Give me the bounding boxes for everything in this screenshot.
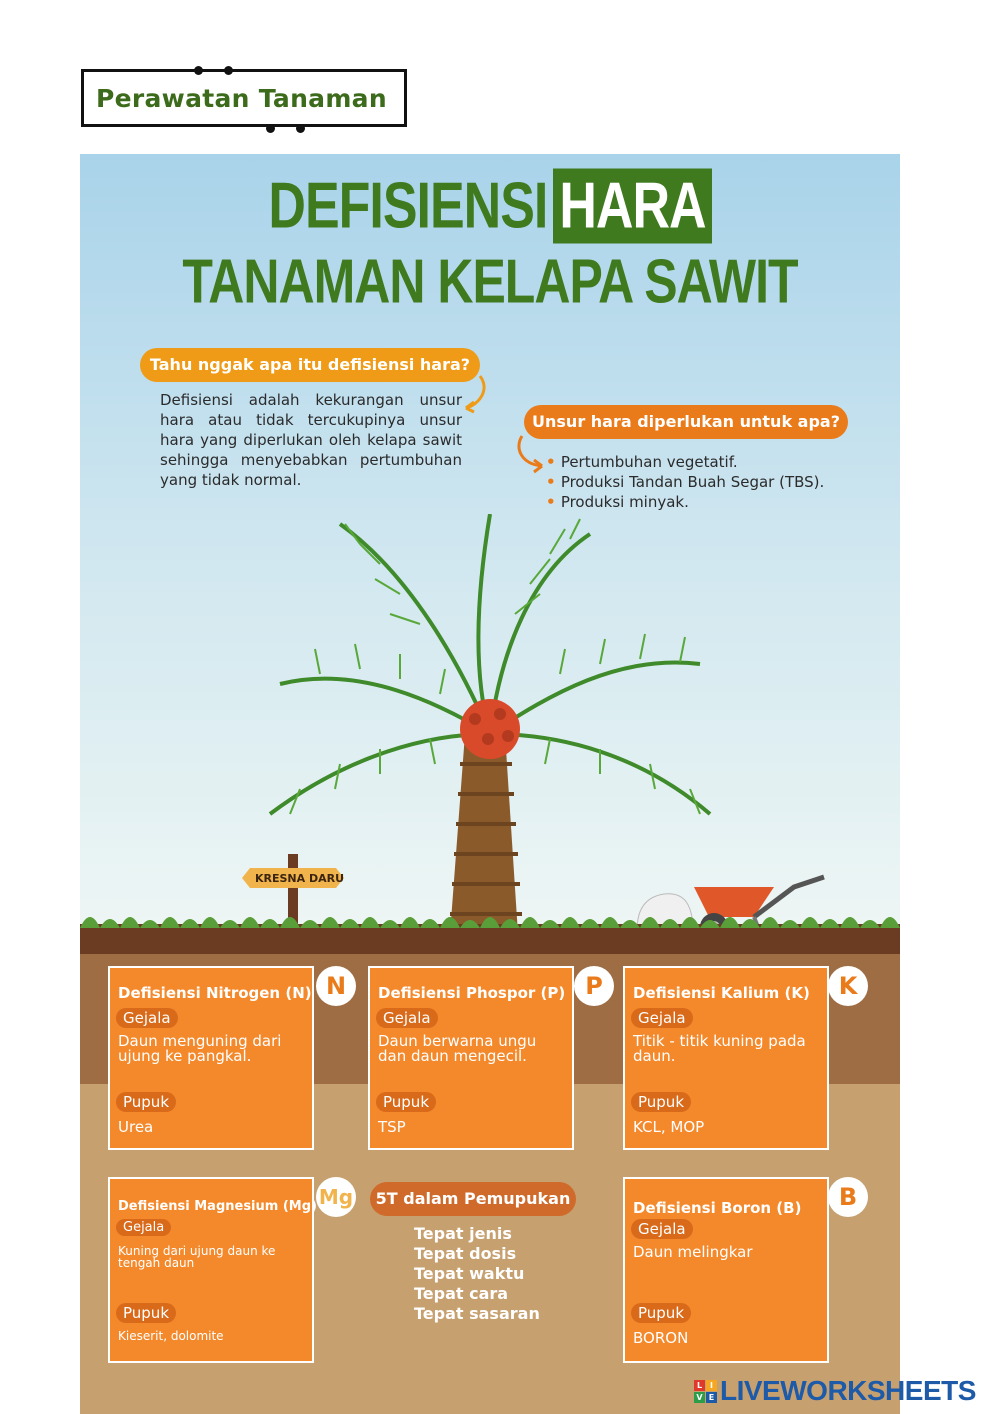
curved-arrow-icon <box>460 374 490 414</box>
symptom-label: Gejala <box>376 1008 438 1028</box>
fertilizer-label: Pupuk <box>116 1092 176 1112</box>
five-t-list <box>414 1224 540 1324</box>
fertilizer-text: BORON <box>633 1329 689 1347</box>
fertilizer-label: Pupuk <box>116 1303 176 1323</box>
symptom-label: Gejala <box>116 1219 171 1236</box>
question-pill-definition: Tahu nggak apa itu defisiensi hara? <box>140 348 480 382</box>
symbol-badge-k: K <box>828 966 868 1006</box>
card-magnesium <box>108 1177 317 1363</box>
card-title: Defisiensi Boron (B) <box>633 1199 802 1217</box>
symbol-badge-mg: Mg <box>316 1177 356 1217</box>
list-item: • Pertumbuhan vegetatif. <box>546 452 824 472</box>
title-text: DEFISIENSI <box>268 169 548 243</box>
symbol-badge-n: N <box>316 966 356 1006</box>
header-dot <box>224 66 233 75</box>
symbol-badge-p: P <box>574 966 614 1006</box>
grass-illustration <box>80 906 900 928</box>
ground-top <box>80 924 900 954</box>
logo-letter: E <box>706 1392 717 1403</box>
card-kalium <box>623 966 829 1150</box>
fertilizer-text: KCL, MOP <box>633 1118 705 1136</box>
curved-arrow-icon <box>516 434 548 474</box>
list-item: • Produksi Tandan Buah Segar (TBS). <box>546 472 824 492</box>
signpost-label: KRESNA DARU <box>255 872 345 885</box>
header-dot <box>296 124 305 133</box>
logo-letter: L <box>694 1380 705 1391</box>
fertilizer-label: Pupuk <box>376 1092 436 1112</box>
symptom-text: Daun melingkar <box>633 1243 753 1261</box>
logo-letter: V <box>694 1392 705 1403</box>
five-t-pill: 5T dalam Pemupukan <box>370 1182 576 1216</box>
symptom-label: Gejala <box>116 1008 178 1028</box>
fertilizer-text: Kieserit, dolomite <box>118 1329 224 1343</box>
fertilizer-text: TSP <box>378 1118 406 1136</box>
uses-list <box>546 452 824 512</box>
symptom-text: Kuning dari ujung daun ke tengah daun <box>118 1244 276 1270</box>
question-pill-purpose: Unsur hara diperlukan untuk apa? <box>524 405 848 439</box>
symptom-text: Daun berwarna ungu dan daun mengecil. <box>378 1032 537 1065</box>
header-dot <box>194 66 203 75</box>
card-title: Defisiensi Magnesium (Mg) <box>118 1199 317 1214</box>
list-item: Tepat cara <box>414 1284 509 1303</box>
card-title: Defisiensi Phospor (P) <box>378 984 566 1002</box>
fertilizer-text: Urea <box>118 1118 154 1136</box>
fertilizer-label: Pupuk <box>631 1303 691 1323</box>
list-item: Tepat dosis <box>414 1244 517 1263</box>
symptom-label: Gejala <box>631 1008 693 1028</box>
logo-icon <box>694 1380 717 1403</box>
symptom-label: Gejala <box>631 1219 693 1239</box>
card-phospor <box>368 966 574 1150</box>
card-nitrogen <box>108 966 314 1150</box>
symptom-text: Titik - titik kuning pada daun. <box>633 1032 806 1065</box>
logo-text: LIVEWORKSHEETS <box>720 1375 976 1406</box>
card-title: Defisiensi Kalium (K) <box>633 984 810 1002</box>
poster-title-line2: TANAMAN KELAPA SAWIT <box>182 246 798 316</box>
page-title: Perawatan Tanaman <box>96 84 387 113</box>
list-item: Tepat jenis <box>414 1224 512 1243</box>
symptom-text: Daun menguning dari ujung ke pangkal. <box>118 1032 282 1065</box>
title-highlight: HARA <box>553 169 711 244</box>
page-header <box>81 69 407 127</box>
list-item: Tepat sasaran <box>414 1304 540 1323</box>
logo-letter: I <box>706 1380 717 1391</box>
symbol-badge-b: B <box>828 1177 868 1217</box>
card-boron <box>623 1177 829 1363</box>
fertilizer-label: Pupuk <box>631 1092 691 1112</box>
definition-text: Defisiensi adalah kekurangan unsur hara atau tidak tercukupinya unsur hara yang diperlukan oleh kelapa sawit sehingga menyebabkan pertumbuhan yang tidak normal. <box>160 391 462 489</box>
list-item: • Produksi minyak. <box>546 492 824 512</box>
list-item: Tepat waktu <box>414 1264 525 1283</box>
infographic-poster <box>80 154 900 1414</box>
header-dot <box>266 124 275 133</box>
card-title: Defisiensi Nitrogen (N) <box>118 984 312 1002</box>
poster-title-line1 <box>80 169 900 244</box>
liveworksheets-logo[interactable] <box>694 1376 976 1406</box>
